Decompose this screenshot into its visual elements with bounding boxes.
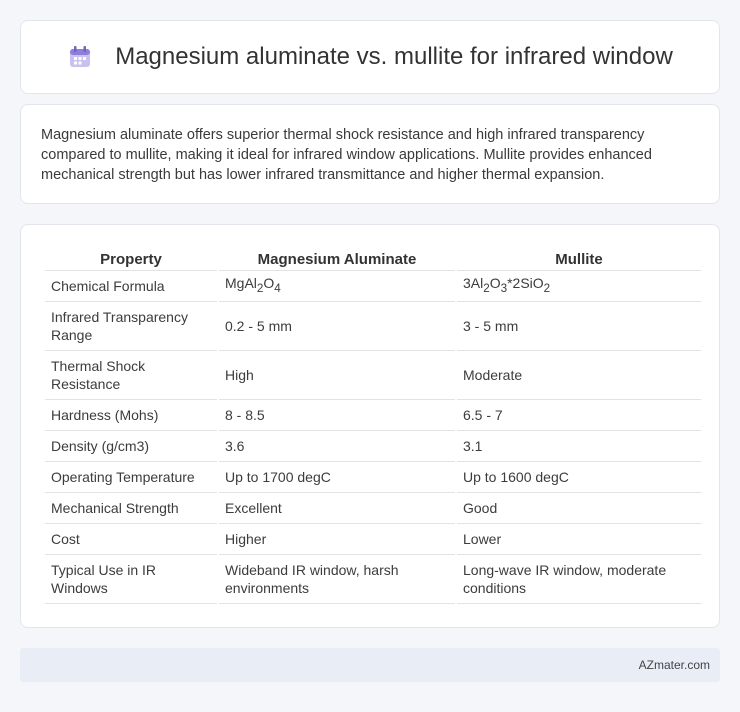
magnesium-aluminate-cell: 3.6 <box>219 431 455 462</box>
footer-bar <box>20 648 720 682</box>
magnesium-aluminate-cell: $MgAl_2O_4$ <box>219 271 455 302</box>
column-header-magnesium-aluminate: Magnesium Aluminate <box>219 245 455 271</box>
footer-site-name: AZmater.com <box>638 658 710 672</box>
property-cell: Infrared Transparency Range <box>45 302 217 351</box>
comparison-table <box>43 245 703 604</box>
table-row <box>45 462 701 493</box>
mullite-cell: Lower <box>457 524 701 555</box>
comparison-table-card <box>20 224 720 628</box>
summary-card <box>20 104 720 204</box>
property-cell: Thermal Shock Resistance <box>45 351 217 400</box>
property-cell: Chemical Formula <box>45 271 217 302</box>
magnesium-aluminate-cell: 0.2 - 5 mm <box>219 302 455 351</box>
table-row <box>45 431 701 462</box>
table-row <box>45 524 701 555</box>
property-cell: Hardness (Mohs) <box>45 400 217 431</box>
mullite-cell: Good <box>457 493 701 524</box>
magnesium-aluminate-cell: Wideband IR window, harsh environments <box>219 555 455 604</box>
mullite-cell: Up to 1600 degC <box>457 462 701 493</box>
summary-text: Magnesium aluminate offers superior thermal shock resistance and high infrared transparency compared to mullite, making it ideal for infrared window applications. Mullite provides enhanced mechanical strength but has lower infrared transmittance and higher thermal expansion. <box>41 127 652 183</box>
table-row <box>45 493 701 524</box>
property-cell: Mechanical Strength <box>45 493 217 524</box>
table-row <box>45 400 701 431</box>
property-cell: Cost <box>45 524 217 555</box>
mullite-cell: Long-wave IR window, moderate conditions <box>457 555 701 604</box>
column-header-mullite: Mullite <box>457 245 701 271</box>
column-header-property: Property <box>45 245 217 271</box>
property-cell: Operating Temperature <box>45 462 217 493</box>
mullite-cell: 3 - 5 mm <box>457 302 701 351</box>
table-row <box>45 302 701 351</box>
magnesium-aluminate-cell: Excellent <box>219 493 455 524</box>
property-cell: Typical Use in IR Windows <box>45 555 217 604</box>
calendar-icon <box>67 44 93 70</box>
page-title: Magnesium aluminate vs. mullite for infrared window <box>115 43 673 70</box>
mullite-cell: 3.1 <box>457 431 701 462</box>
table-row <box>45 271 701 302</box>
table-row <box>45 555 701 604</box>
mullite-cell: 6.5 - 7 <box>457 400 701 431</box>
table-row <box>45 351 701 400</box>
table-header-row <box>45 245 701 271</box>
mullite-cell: Moderate <box>457 351 701 400</box>
magnesium-aluminate-cell: 8 - 8.5 <box>219 400 455 431</box>
magnesium-aluminate-cell: Higher <box>219 524 455 555</box>
magnesium-aluminate-cell: Up to 1700 degC <box>219 462 455 493</box>
mullite-cell: $3Al_2O_3*2SiO_2$ <box>457 271 701 302</box>
property-cell: Density (g/cm3) <box>45 431 217 462</box>
title-card <box>20 20 720 94</box>
magnesium-aluminate-cell: High <box>219 351 455 400</box>
